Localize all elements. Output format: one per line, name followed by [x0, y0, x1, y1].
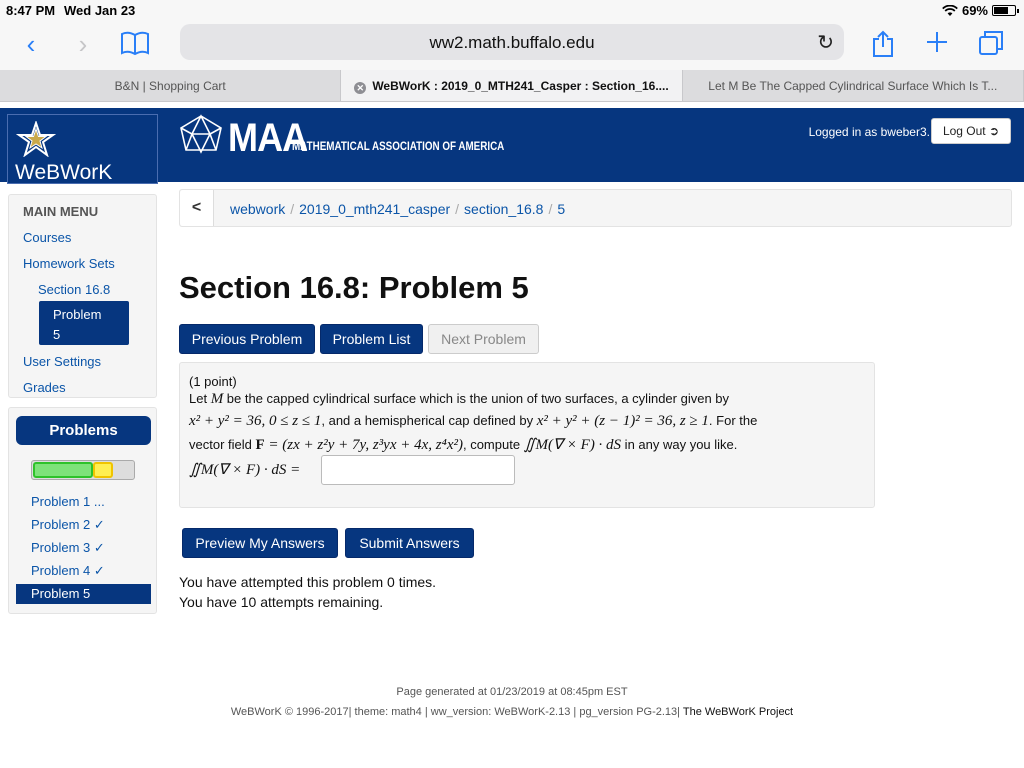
problem-line-1	[189, 391, 729, 408]
problem-5-link[interactable]: Problem 5	[16, 584, 151, 604]
battery-icon	[992, 5, 1016, 16]
logout-button[interactable]	[931, 118, 1011, 144]
logout-arrow-icon: ➲	[988, 124, 1000, 138]
answer-input[interactable]	[321, 455, 515, 485]
problem-3-link[interactable]: Problem 3 ✓	[31, 540, 105, 555]
main-menu-title: MAIN MENU	[23, 204, 99, 219]
submit-answers-button[interactable]: Submit Answers	[345, 528, 474, 558]
problem-line-3	[189, 435, 737, 454]
footer-versions: WeBWorK © 1996-2017| theme: math4 | ww_version: WeBWorK-2.13 | pg_version PG-2.13|	[230, 706, 681, 718]
webwork-logo[interactable]	[7, 114, 158, 184]
menu-grades-link[interactable]: Grades	[23, 380, 66, 395]
webwork-title: WeBWorK	[15, 161, 113, 184]
footer-project-link[interactable]: The WeBWorK Project	[682, 706, 794, 718]
status-date: Wed Jan 23	[64, 3, 136, 18]
attempts-remaining: You have 10 attempts remaining.	[179, 594, 384, 610]
breadcrumb-section[interactable]: section_16.8	[464, 201, 544, 217]
battery-level	[994, 7, 1008, 14]
maa-icosahedron-icon	[178, 114, 224, 156]
progress-correct	[33, 462, 93, 478]
menu-courses-link[interactable]: Courses	[23, 230, 72, 245]
problem-4-link[interactable]: Problem 4 ✓	[31, 563, 105, 578]
problem-text: , compute	[462, 437, 524, 452]
forward-icon[interactable]: ›	[78, 29, 88, 59]
maa-abbr: MAA	[228, 116, 308, 160]
address-bar[interactable]	[180, 24, 844, 60]
new-tab-icon[interactable]	[922, 30, 952, 60]
progress-partial	[93, 462, 113, 478]
breadcrumb-course[interactable]: 2019_0_mth241_casper	[299, 201, 451, 217]
breadcrumb	[179, 189, 1012, 227]
problem-text: vector field	[189, 437, 256, 452]
problem-line-2	[189, 413, 757, 430]
browser-toolbar	[0, 20, 1024, 70]
preview-answers-button[interactable]: Preview My Answers	[182, 528, 338, 558]
math-surface-integral: ∬M(∇ × F) · dS	[523, 437, 622, 453]
menu-current-problem-line1: Problem	[53, 307, 102, 322]
problem-points: (1 point)	[189, 374, 237, 389]
previous-problem-button[interactable]: Previous Problem	[179, 324, 315, 354]
url-text: ww2.math.buffalo.edu	[429, 33, 595, 52]
menu-current-problem-line2: 5	[53, 327, 61, 342]
attempts-count: You have attempted this problem 0 times.	[179, 574, 437, 590]
tabs-overview-icon[interactable]	[976, 30, 1006, 60]
tab-webwork[interactable]	[341, 70, 682, 101]
main-menu	[8, 194, 157, 398]
breadcrumb-separator: /	[455, 201, 460, 217]
math-cylinder-equation: x² + y² = 36, 0 ≤ z ≤ 1	[189, 413, 322, 429]
webwork-header	[0, 108, 1024, 182]
status-bar	[0, 0, 1024, 20]
problem-text: in any way you like.	[621, 437, 738, 452]
math-vector-field-symbol: F	[255, 437, 265, 453]
back-icon[interactable]: ‹	[26, 29, 36, 59]
status-right	[942, 3, 1016, 18]
math-answer-label: ∬M(∇ × F) · dS =	[189, 462, 301, 478]
next-problem-button: Next Problem	[428, 324, 539, 354]
score-progress-bar	[31, 460, 135, 480]
footer-generated: Page generated at 01/23/2019 at 08:45pm EST	[396, 686, 628, 698]
problem-1-link[interactable]: Problem 1 ...	[31, 494, 105, 509]
wifi-icon	[942, 5, 958, 17]
logged-in-text: Logged in as bweber3.	[808, 125, 930, 139]
breadcrumb-path	[230, 201, 565, 217]
footer-credits	[0, 706, 1024, 718]
breadcrumb-webwork[interactable]: webwork	[230, 201, 286, 217]
menu-current-problem[interactable]	[39, 301, 129, 345]
problem-list-button[interactable]: Problem List	[320, 324, 423, 354]
math-hemisphere-equation: x² + y² + (z − 1)² = 36, z ≥ 1	[536, 413, 709, 429]
webwork-star-icon	[16, 121, 56, 157]
battery-percent: 69%	[961, 3, 988, 18]
bookmarks-icon[interactable]	[120, 30, 150, 60]
problems-panel	[8, 407, 157, 614]
page-title: Section 16.8: Problem 5	[179, 270, 529, 305]
breadcrumb-back-button[interactable]: <	[180, 190, 214, 226]
tab-bn-shopping-cart[interactable]: B&N | Shopping Cart	[0, 70, 341, 101]
menu-user-settings-link[interactable]: User Settings	[23, 354, 102, 369]
maa-full-name: MATHEMATICAL ASSOCIATION OF AMERICA	[292, 139, 505, 153]
problems-header: Problems	[16, 416, 151, 445]
problem-text: Let	[189, 391, 211, 406]
answer-label	[189, 460, 300, 479]
status-time: 8:47 PM	[6, 3, 56, 18]
math-symbol: M	[210, 391, 224, 407]
math-vector-field: = (zx + z²y + 7y, z³yx + 4x, z⁴x²)	[264, 437, 463, 453]
breadcrumb-separator: /	[548, 201, 553, 217]
share-icon[interactable]	[868, 30, 898, 60]
problem-2-link[interactable]: Problem 2 ✓	[31, 517, 105, 532]
menu-section-link[interactable]: Section 16.8	[38, 282, 111, 297]
logout-label: Log Out	[942, 124, 986, 138]
problem-text: , and a hemispherical cap defined by	[321, 413, 537, 428]
problem-text: . For the	[708, 413, 758, 428]
problem-text: be the capped cylindrical surface which is the union of two surfaces, a cylinder given by	[223, 391, 730, 406]
problem-body	[179, 362, 875, 508]
tab-webwork-label: WeBWorK : 2019_0_MTH241_Casper : Section_16....	[372, 79, 669, 93]
tab-chegg-question[interactable]: Let M Be The Capped Cylindrical Surface Which Is T...	[683, 70, 1024, 101]
breadcrumb-problem: 5	[557, 201, 566, 217]
tab-strip	[0, 70, 1024, 102]
breadcrumb-separator: /	[290, 201, 295, 217]
close-tab-icon[interactable]: ✕	[354, 82, 366, 94]
reload-icon[interactable]: ↻	[817, 32, 834, 54]
menu-homework-sets-link[interactable]: Homework Sets	[23, 256, 115, 271]
